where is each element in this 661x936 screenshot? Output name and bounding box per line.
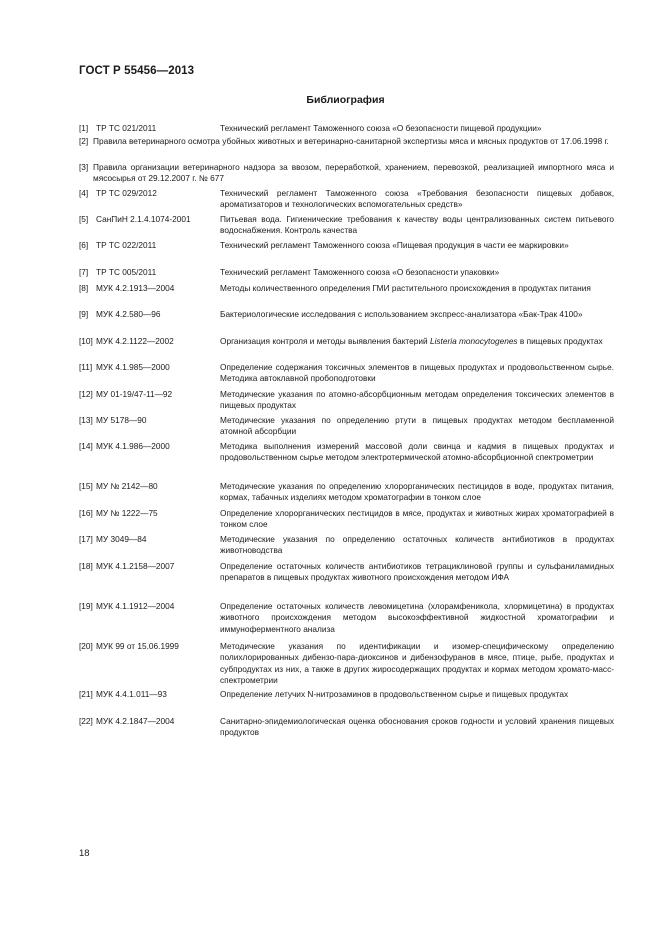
reference-description: Определение хлорорганических пестицидов в мясе, продуктах и животных жирах хроматографией в тонком слое — [220, 508, 614, 530]
reference-code: МУК 4.2.1847—2004 — [96, 716, 175, 726]
reference-item — [79, 716, 614, 739]
reference-number: [17] — [79, 534, 93, 544]
reference-number: [10] — [79, 336, 93, 346]
reference-code: МУК 4.1.986—2000 — [96, 441, 170, 451]
reference-item — [79, 641, 614, 687]
reference-description: Организация контроля и методы выявления бактерий Listeria monocytogenes в пищевых продуктах — [220, 336, 603, 346]
reference-description: Методы количественного определения ГМИ растительного происхождения в продуктах питания — [220, 283, 591, 293]
reference-number: [19] — [79, 601, 93, 611]
reference-item — [79, 481, 614, 504]
reference-number: [4] — [79, 188, 89, 198]
reference-code: ТР ТС 029/2012 — [96, 188, 157, 198]
reference-number: [12] — [79, 389, 93, 399]
reference-number: [2] — [79, 136, 89, 146]
reference-code: СанПиН 2.1.4.1074-2001 — [96, 214, 191, 224]
reference-item — [79, 309, 614, 320]
reference-number: [14] — [79, 441, 93, 451]
reference-description: Методические указания по определению остаточных количеств антибиотиков в продуктах животноводства — [220, 534, 614, 556]
reference-number: [8] — [79, 283, 89, 293]
reference-code: МУ 5178—90 — [96, 415, 147, 425]
reference-code: ТР ТС 021/2011 — [96, 123, 157, 133]
reference-item — [79, 267, 614, 278]
reference-code: МУ 3049—84 — [96, 534, 147, 544]
document-id: ГОСТ Р 55456—2013 — [79, 65, 195, 77]
reference-description: Питьевая вода. Гигиенические требования к качеству воды централизованных систем питьевого водоснабжения. Контроль качества — [220, 214, 614, 236]
reference-item — [79, 214, 614, 237]
reference-description: Правила организации ветеринарного надзора за ввозом, переработкой, хранением, перевозкой, реализацией импортного мяса и мясосырья от 29.12.2007 г. № 677 — [93, 162, 614, 184]
bibliography-title: Библиография — [306, 94, 385, 106]
reference-description: Технический регламент Таможенного союза «Пищевая продукция в части ее маркировки» — [220, 240, 569, 250]
reference-code: ТР ТС 005/2011 — [96, 267, 157, 277]
reference-description: Санитарно-эпидемиологическая оценка обоснования сроков годности и условий хранения пищевых продуктов — [220, 716, 614, 738]
reference-code: ТР ТС 022/2011 — [96, 240, 157, 250]
reference-code: МУК 4.2.1913—2004 — [96, 283, 175, 293]
reference-code: МУК 4.1.1912—2004 — [96, 601, 175, 611]
reference-item — [79, 689, 614, 700]
reference-number: [5] — [79, 214, 89, 224]
page-number: 18 — [79, 848, 90, 859]
reference-number: [11] — [79, 362, 93, 372]
reference-description: Определение остаточных количеств антибиотиков тетрациклиновой группы и сульфаниламидных препаратов в пищевых продуктах животного происхождения методом ИФА — [220, 561, 614, 583]
reference-number: [1] — [79, 123, 89, 133]
reference-number: [22] — [79, 716, 93, 726]
reference-item — [79, 534, 614, 557]
reference-number: [15] — [79, 481, 93, 491]
reference-description: Методические указания по определению ртути в пищевых продуктах методом беспламенной атомной абсорбции — [220, 415, 614, 437]
reference-description: Методические указания по определению хлорорганических пестицидов в воде, продуктах питания, кормах, табачных изделиях методом хроматографии в тонком слое — [220, 481, 614, 503]
reference-description: Методика выполнения измерений массовой доли свинца и кадмия в пищевых продуктах и продовольственном сырье методом электротермической атомно-абсорбционной спектрометрии — [220, 441, 614, 463]
reference-item — [79, 362, 614, 385]
reference-item — [79, 508, 614, 531]
reference-code: МУК 99 от 15.06.1999 — [96, 641, 179, 651]
reference-item — [79, 561, 614, 584]
reference-item — [79, 188, 614, 211]
reference-item — [79, 123, 614, 134]
reference-item — [79, 240, 614, 251]
reference-number: [9] — [79, 309, 89, 319]
reference-number: [20] — [79, 641, 93, 651]
reference-description: Правила ветеринарного осмотра убойных животных и ветеринарно-санитарной экспертизы мяса и мясных продуктов от 17.06.1998 г. — [93, 136, 609, 146]
reference-item — [79, 415, 614, 438]
reference-description: Технический регламент Таможенного союза «О безопасности упаковки» — [220, 267, 500, 277]
reference-item — [79, 441, 614, 464]
reference-code: МУК 4.1.2158—2007 — [96, 561, 175, 571]
reference-code: МУК 4.2.1122—2002 — [96, 336, 174, 346]
reference-code: МУ 01-19/47-11—92 — [96, 389, 173, 399]
reference-item — [79, 389, 614, 412]
reference-description: Методические указания по атомно-абсорбционным методам определения токсических элементов в пищевых продуктах — [220, 389, 614, 411]
reference-item — [79, 336, 614, 347]
reference-description: Бактериологические исследования с использованием экспресс-анализатора «Бак-Трак 4100» — [220, 309, 583, 319]
reference-number: [7] — [79, 267, 89, 277]
reference-number: [18] — [79, 561, 93, 571]
reference-number: [21] — [79, 689, 93, 699]
reference-item — [79, 283, 614, 294]
reference-description: Технический регламент Таможенного союза «Требования безопасности пищевых добавок, ароматизаторов и технологических вспомогательных средств» — [220, 188, 614, 210]
reference-item — [79, 136, 614, 147]
reference-description: Методические указания по идентификации и изомер-специфическому определению полихлорированных дибензо-пара-диоксинов и дибензофуранов в мясе, птице, рыбе, продуктах и субпродуктах из них, а также в других жиросодержащих продуктах и кормах методом хромато-масс-спектрометрии — [220, 641, 614, 686]
reference-code: МУ № 1222—75 — [96, 508, 158, 518]
reference-code: МУ № 2142—80 — [96, 481, 158, 491]
reference-code: МУК 4.4.1.011—93 — [96, 689, 167, 699]
reference-description: Определение содержания токсичных элементов в пищевых продуктах и продовольственном сырье. Методика автоклавной пробоподготовки — [220, 362, 614, 384]
reference-code: МУК 4.2.580—96 — [96, 309, 161, 319]
reference-code: МУК 4.1.985—2000 — [96, 362, 170, 372]
reference-item — [79, 162, 614, 185]
reference-description: Определение остаточных количеств левомицетина (хлорамфеникола, хлормицетина) в продуктах животного происхождения методом высокоэффективной жидкостной хроматографии и иммуноферментного анализа — [220, 601, 614, 634]
reference-description: Технический регламент Таможенного союза «О безопасности пищевой продукции» — [220, 123, 542, 133]
reference-number: [16] — [79, 508, 93, 518]
reference-number: [13] — [79, 415, 93, 425]
reference-number: [3] — [79, 162, 89, 172]
reference-number: [6] — [79, 240, 89, 250]
reference-item — [79, 601, 614, 635]
reference-description: Определение летучих N-нитрозаминов в продовольственном сырье и пищевых продуктах — [220, 689, 569, 699]
